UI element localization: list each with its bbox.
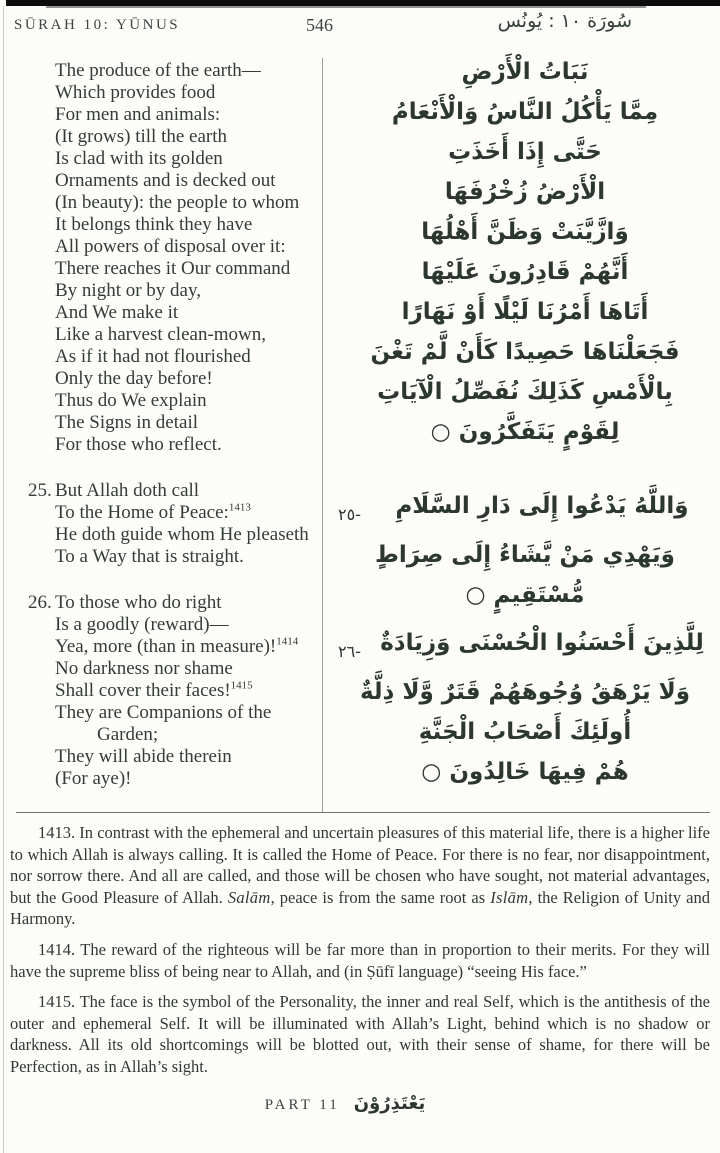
footnote — [10, 939, 710, 982]
footnote-ref: 1413 — [228, 501, 251, 514]
verse-line: As if it had not flourished — [55, 346, 251, 367]
verse-line-arabic: لِقَوْمٍ يَتَفَكَّرُونَ ○ — [430, 419, 620, 445]
verse-lines — [55, 60, 318, 456]
verse-number-arabic: ٢٥- — [338, 505, 361, 524]
verse-line: He doth guide whom He pleaseth — [55, 524, 309, 545]
verse-line-arabic: وَيَهْدِي مَنْ يَّشَاءُ إِلَى صِرَاطٍ — [375, 542, 675, 568]
verse-line: They are Companions of the — [55, 702, 272, 723]
verse-line: No darkness nor shame — [55, 658, 233, 679]
part-catchword-arabic: يَعْتَذِرُوْنَ — [353, 1093, 426, 1114]
verse-line: They will abide therein — [55, 746, 232, 767]
footnote — [10, 991, 710, 1077]
verse-line: For those who reflect. — [55, 434, 222, 455]
verse-line: Yea, more (than in measure)!$^{1414}$ — [55, 635, 299, 657]
verse-line: To the Home of Peace:$^{1413}$ — [55, 501, 251, 523]
verse-line-arabic: أُولَئِكَ أَصْحَابُ الْجَنَّةِ — [418, 719, 632, 745]
verse-line-arabic: أَتَاهَا أَمْرُنَا لَيْلًا أَوْ نَهَارًا — [401, 299, 649, 325]
verse-line: Ornaments and is decked out — [55, 170, 276, 191]
verse-line-arabic: أَنَّهُمْ قَادِرُونَ عَلَيْهَا — [421, 259, 629, 285]
verse-line-arabic: مِمَّا يَأْكُلُ النَّاسُ وَالْأَنْعَامُ — [391, 99, 659, 125]
verse-line: Shall cover their faces!$^{1415}$ — [55, 679, 253, 701]
verse-line: The Signs in detail — [55, 412, 199, 433]
verse-line-arabic: هُمْ فِيهَا خَالِدُونَ ○ — [421, 759, 629, 785]
verse-line-arabic: بِالْأَمْسِ كَذَلِكَ نُفَصِّلُ الْآيَاتِ — [377, 379, 673, 405]
surah-title: SŪRAH 10: YŪNUS — [14, 17, 181, 33]
verse-row-arabic — [338, 623, 712, 672]
column-divider — [322, 58, 323, 812]
verse-line-arabic: نَبَاتُ الْأَرْضِ — [461, 59, 589, 85]
verse-line-arabic: مُّسْتَقِيمٍ ○ — [465, 582, 585, 608]
footnote-italic-term: Islām — [490, 887, 529, 907]
verse-row-arabic — [338, 486, 712, 535]
verse-line: To those who do right — [55, 592, 222, 613]
verse-line: To a Way that is straight. — [55, 546, 244, 567]
verse-block-english — [28, 480, 318, 568]
scan-top-bar — [6, 0, 720, 6]
verse-number — [28, 60, 55, 456]
verse-line: (It grows) till the earth — [55, 126, 228, 147]
verse-block-english — [28, 592, 318, 790]
verse-line-arabic: لِلَّذِينَ أَحْسَنُوا الْحُسْنَى وَزِيَادَةٌ — [380, 630, 704, 656]
part-label: PART 11 — [264, 1097, 340, 1113]
verse-lines — [55, 480, 318, 568]
footnote — [10, 822, 710, 930]
verse-line: There reaches it Our command — [55, 258, 291, 279]
english-translation-column — [28, 60, 318, 790]
verse-line: But Allah doth call — [55, 480, 200, 501]
footnote-italic-term: Salām — [227, 887, 271, 907]
verse-line-arabic: فَجَعَلْنَاهَا حَصِيدًا كَأَنْ لَّمْ تَغْنَ — [370, 339, 680, 365]
verse-line: Garden; — [97, 724, 159, 745]
footnote-text: 1415. The face is the symbol of the Personality, the inner and real Self, which is the antithesis of the outer and ephemeral Self. It will be illuminated with Allah’s Light, behind which is no shadow or darkness. All its old shortcomings will be blotted out, with their sense of shame, for there will be Perfection, as in Allah’s sight. — [10, 992, 710, 1076]
verse-line-arabic: وَلَا يَرْهَقُ وُجُوهَهُمْ قَتَرٌ وَّلَا ذِلَّةٌ — [359, 679, 691, 705]
verse-number: 26. — [28, 592, 52, 613]
verse-block-english — [28, 60, 318, 456]
scan-left-edge — [3, 6, 4, 1153]
verse-number: 25. — [28, 480, 52, 501]
verse-line: (For aye)! — [55, 768, 132, 789]
verse-line-arabic: الْأَرْضُ زُخْرُفَهَا — [444, 179, 606, 205]
footnote-ref: 1414 — [276, 635, 299, 648]
verse-line: (In beauty): the people to whom — [55, 192, 300, 213]
verse-line: Only the day before! — [55, 368, 213, 389]
verse-lines — [55, 592, 318, 790]
verse-line: For men and animals: — [55, 104, 221, 125]
arabic-text-column — [338, 52, 712, 792]
verse-block-arabic — [338, 486, 712, 615]
verse-line: It belongs think they have — [55, 214, 253, 235]
verse-number-arabic: ٢٦- — [338, 642, 361, 661]
verse-line: The produce of the earth— — [55, 60, 261, 81]
footnote-ref: 1415 — [230, 679, 253, 692]
footnote-text: , peace is from the same root as — [270, 887, 491, 907]
verse-line: Thus do We explain — [55, 390, 207, 411]
footnote-text: 1413. In contrast with the ephemeral and uncertain pleasures of this material life, there is a higher life to which Allah is always calling. It is called the Home of Peace. For there is no fear, nor disappointment, nor sorrow there. And all are called, and those will be chosen who have sought, not material advantages, but the Good Pleasure of Allah. — [10, 823, 710, 907]
page-number: 546 — [306, 15, 333, 35]
footnote-divider — [16, 812, 710, 813]
verse-line-arabic: حَتَّى إِذَا أَخَذَتِ — [448, 139, 602, 165]
verse-line: By night or by day, — [55, 280, 202, 301]
verse-line: And We make it — [55, 302, 179, 323]
verse-line: Is clad with its golden — [55, 148, 223, 169]
verse-line: Which provides food — [55, 82, 216, 103]
verse-line-arabic: وَازَّيَّنَتْ وَظَنَّ أَهْلُهَا — [421, 219, 629, 245]
verse-line-arabic: وَاللَّهُ يَدْعُوا إِلَى دَارِ السَّلَامِ — [395, 493, 689, 519]
surah-title-arabic: سُورَة ١٠ : يُونُس — [497, 10, 632, 32]
verse-block-arabic — [338, 623, 712, 792]
footnotes-section — [10, 822, 710, 1087]
verse-block-arabic — [338, 52, 712, 452]
footnote-text: , the Religion of Unity and Harmony. — [10, 887, 710, 929]
verse-line: Like a harvest clean-mown, — [55, 324, 267, 345]
page-footer — [0, 1093, 690, 1114]
verse-line: All powers of disposal over it: — [55, 236, 286, 257]
verse-line: Is a goodly (reward)— — [55, 614, 229, 635]
footnote-text: 1414. The reward of the righteous will be far more than in proportion to their merits. For they will have the supreme bliss of being near to Allah, and (in Ṣūfī language) “seeing His face.” — [10, 939, 710, 981]
